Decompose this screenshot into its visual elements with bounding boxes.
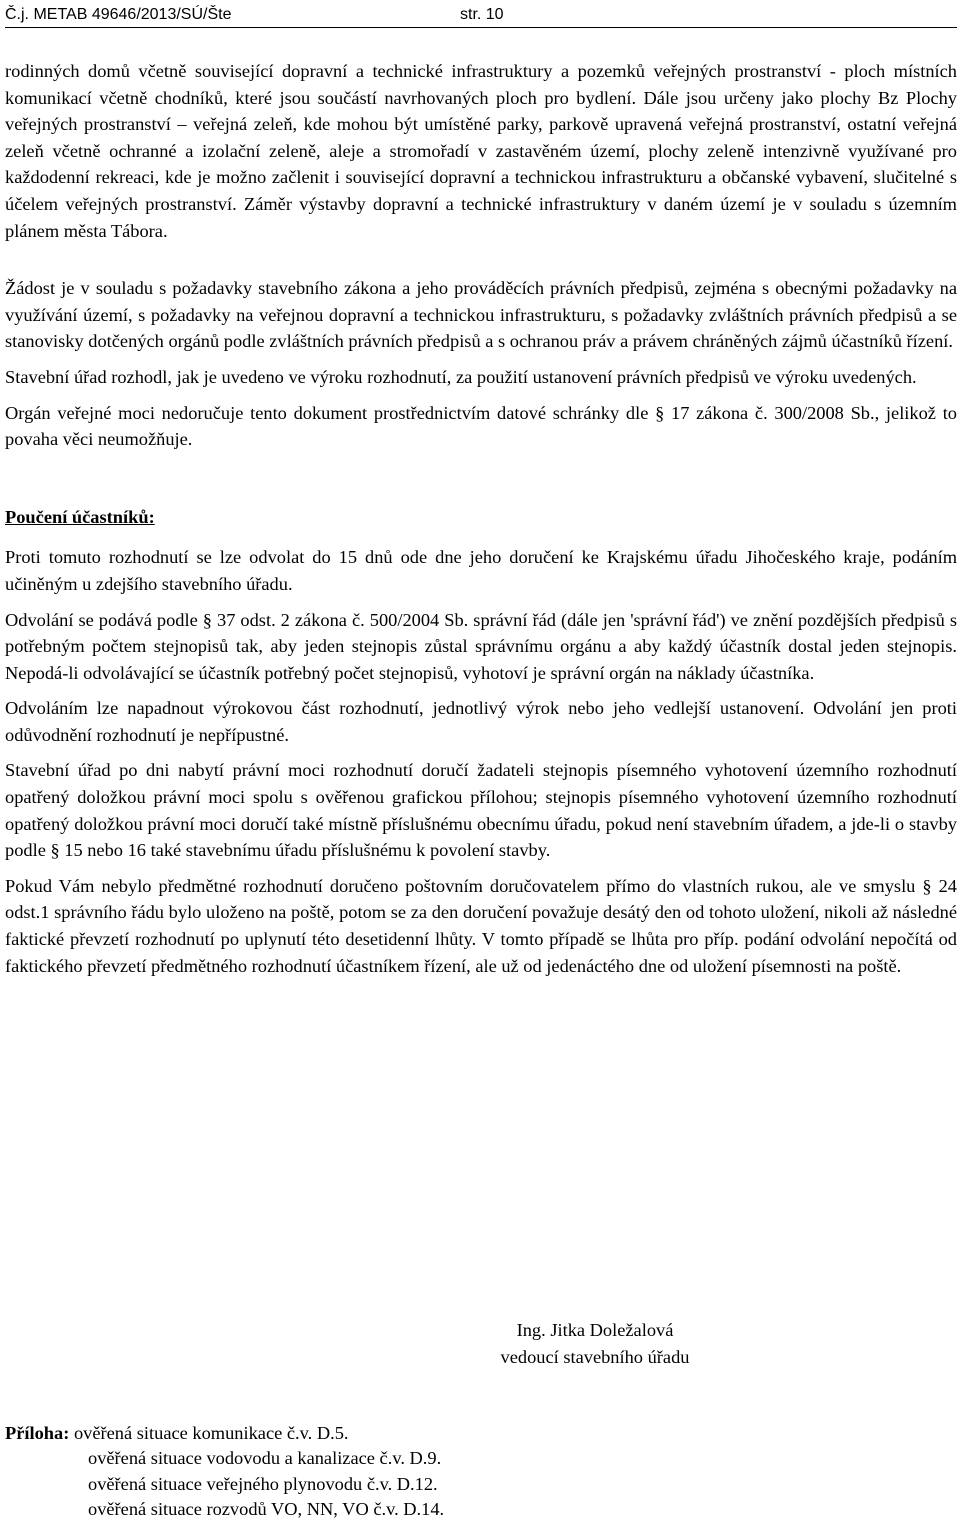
- reference-number: Č.j. METAB 49646/2013/SÚ/Šte: [5, 6, 232, 23]
- instruction-paragraph-4: Stavební úřad po dni nabytí právní moci rozhodnutí doručí žadateli stejnopis písemného vyhotovení územního rozhodnutí opatřený doložkou právní moci spolu s ověřenou grafickou přílohou; stejnopis písemného vyhotovení územního rozhodnutí opatřený doložkou právní moci doručí také místně příslušnému obecnímu úřadu, pokud není stavebním úřadem, a jde-li o stavby podle § 15 nebo 16 také stavebnímu úřadu příslušnému k povolení stavby.: [5, 760, 957, 861]
- signature-block: [475, 1317, 715, 1370]
- instruction-heading: Poučení účastníků:: [5, 506, 155, 527]
- header-divider: [5, 27, 957, 28]
- instruction-paragraph-2: Odvolání se podává podle § 37 odst. 2 zákona č. 500/2004 Sb. správní řád (dále jen 'správní řád') ve znění pozdějších předpisů s potřebným počtem stejnopisů tak, aby jeden stejnopis zůstal správnímu orgánu a aby každý účastník dostal jeden stejnopis. Nepodá-li odvolávající se účastník potřebný počet stejnopisů, vyhotoví je správní orgán na náklady účastníka.: [5, 609, 957, 683]
- instruction-paragraph-5: Pokud Vám nebylo předmětné rozhodnutí doručeno poštovním doručovatelem přímo do vlastních rukou, ale ve smyslu § 24 odst.1 správního řádu bylo uloženo na poště, potom se za den doručení považuje desátý den od tohoto uložení, nikoli až následné faktické převzetí rozhodnutí po uplynutí této desetidenní lhůty. V tomto případě se lhůta pro příp. podání odvolání nepočítá od faktického převzetí předmětného rozhodnutí účastníkem řízení, ale už od jedenáctého dne od uložení písemnosti na poště.: [5, 875, 957, 976]
- attachment-item: ověřená situace rozvodů VO, NN, VO č.v. D.14.: [88, 1498, 445, 1519]
- attachment-item: [5, 1421, 444, 1446]
- justification-paragraph-1: rodinných domů včetně související dopravní a technické infrastruktury a pozemků veřejných prostranství - ploch místních komunikací včetně chodníků, které jsou součástí navrhovaných ploch pro bydlení. Dále jsou určeny jako plochy Bz Plochy veřejných prostranství – veřejná zeleň, kde mohou být umístěné parky, parkově upravená veřejná prostranství, ostatní veřejná zeleň včetně ochranné a izolační zeleně, aleje a stromořadí v zastavěném území, plochy zeleně intenzivně využívané pro každodenní rekreaci, kde je možno začlenit i související dopravní a technickou infrastrukturu a občanské vybavení, slučitelné s účelem veřejných prostranství. Záměr výstavby dopravní a technické infrastruktury v daném území je v souladu s územním plánem města Tábora.: [5, 61, 957, 241]
- attachment-text: ověřená situace komunikace č.v. D.5.: [73, 1423, 349, 1443]
- justification-paragraph-3: Stavební úřad rozhodl, jak je uvedeno ve výroku rozhodnutí, za použití ustanovení právních předpisů ve výroku uvedených.: [5, 366, 917, 387]
- page-header: [5, 5, 957, 25]
- signatory-name: Ing. Jitka Doležalová: [516, 1320, 674, 1340]
- justification-paragraph-2: Žádost je v souladu s požadavky stavebního zákona a jeho prováděcích právních předpisů, zejména s obecnými požadavky na využívání území, s požadavky na veřejnou dopravní a technickou infrastrukturu, s požadavky zvláštních právních předpisů a se stanovisky dotčených orgánů podle zvláštních právních předpisů a s ochranou práv a právem chráněných zájmů účastníků řízení.: [5, 278, 957, 352]
- signatory-role: vedoucí stavebního úřadu: [500, 1346, 690, 1367]
- page-number: str. 10: [460, 6, 504, 23]
- instruction-paragraph-3: Odvoláním lze napadnout výrokovou část rozhodnutí, jednotlivý výrok nebo jeho vedlejší ustanovení. Odvolání jen proti odůvodnění rozhodnutí je nepřípustné.: [5, 698, 957, 745]
- attachments-list: [5, 1421, 444, 1522]
- attachment-item: ověřená situace vodovodu a kanalizace č.v. D.9.: [88, 1448, 442, 1469]
- instruction-paragraph-1: Proti tomuto rozhodnutí se lze odvolat do 15 dnů ode dne jeho doručení ke Krajskému úřadu Jihočeského kraje, podáním učiněným u zdejšího stavebního úřadu.: [5, 547, 957, 594]
- attachment-item: ověřená situace veřejného plynovodu č.v. D.12.: [88, 1473, 438, 1494]
- justification-paragraph-4: Orgán veřejné moci nedoručuje tento dokument prostřednictvím datové schránky dle § 17 zákona č. 300/2008 Sb., jelikož to povaha věci neumožňuje.: [5, 402, 957, 450]
- document-page: [5, 0, 957, 979]
- attachments-label: Příloha:: [5, 1423, 70, 1443]
